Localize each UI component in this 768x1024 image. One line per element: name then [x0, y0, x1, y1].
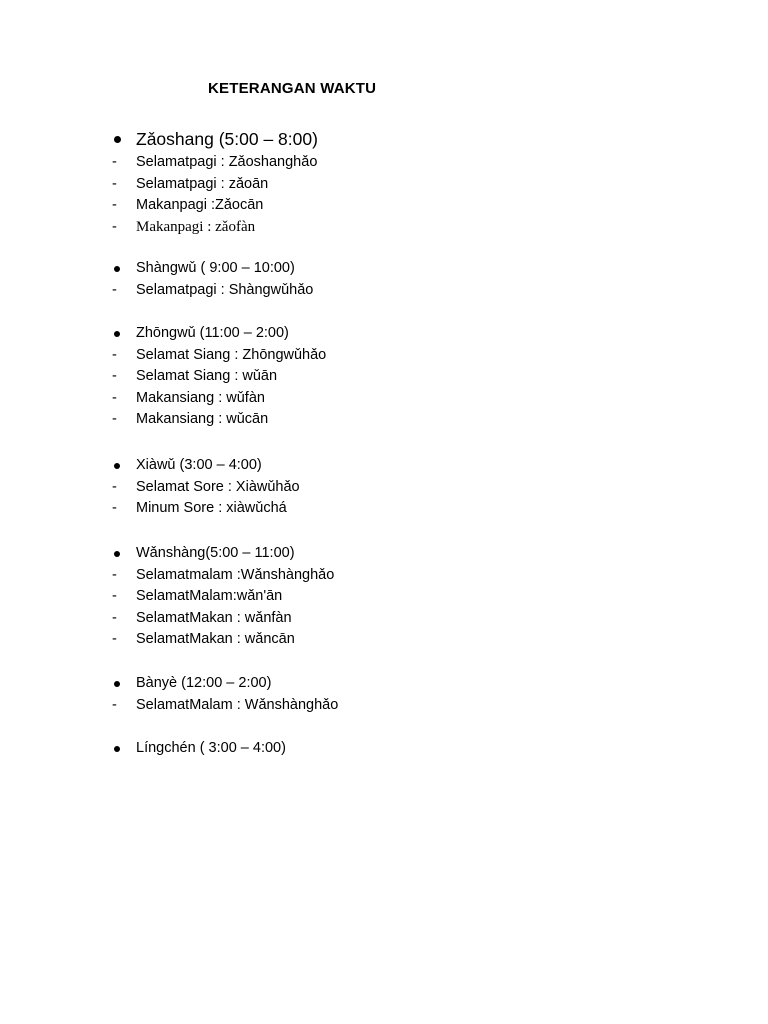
heading-text: Bànyè (12:00 – 2:00) — [136, 675, 272, 691]
item-text: SelamatMakan : wǎnfàn — [136, 609, 292, 626]
heading-text: Shàngwǔ ( 9:00 – 10:00) — [136, 260, 295, 276]
item-text: Makansiang : wǔfàn — [136, 389, 265, 406]
item-text: Selamat Sore : Xiàwǔhǎo — [136, 478, 300, 495]
dash-marker: - — [112, 346, 117, 363]
heading-text: Língchén ( 3:00 – 4:00) — [136, 740, 286, 756]
dash-marker: - — [112, 696, 117, 713]
bullet-icon — [114, 266, 120, 272]
bullet-icon — [114, 136, 121, 143]
document-title: KETERANGAN WAKTU — [208, 80, 377, 97]
item-text: Selamat Siang : wǔān — [136, 368, 278, 384]
item-text: Makanpagi :Zǎocān — [136, 197, 264, 213]
item-text: Selamat Siang : Zhōngwǔhǎo — [136, 346, 327, 363]
bullet-icon — [114, 331, 120, 337]
item-text: Selamatpagi : zǎoān — [136, 175, 269, 192]
heading-text: Zhōngwǔ (11:00 – 2:00) — [136, 325, 289, 341]
dash-marker: - — [112, 411, 117, 427]
dash-marker: - — [112, 588, 117, 604]
item-text: SelamatMalam : Wǎnshànghǎo — [136, 696, 339, 713]
heading-text: Wǎnshàng(5:00 – 11:00) — [136, 545, 295, 561]
dash-marker: - — [112, 631, 117, 647]
dash-marker: - — [112, 566, 117, 583]
dash-marker: - — [112, 218, 117, 235]
item-text: Makanpagi : zǎofàn — [136, 218, 256, 235]
dash-marker: - — [112, 175, 117, 192]
dash-marker: - — [112, 500, 117, 516]
item-text: Selamatpagi : Shàngwǔhǎo — [136, 281, 314, 298]
item-text: SelamatMalam:wǎn'ān — [136, 588, 283, 604]
item-text: Makansiang : wǔcān — [136, 411, 269, 427]
heading-text: Xiàwǔ (3:00 – 4:00) — [136, 457, 262, 473]
item-text: SelamatMakan : wǎncān — [136, 631, 295, 647]
dash-marker: - — [112, 609, 117, 626]
dash-marker: - — [112, 197, 117, 213]
dash-marker: - — [112, 478, 117, 495]
dash-marker: - — [112, 368, 117, 384]
bullet-icon — [114, 746, 120, 752]
heading-text: Zǎoshang (5:00 – 8:00) — [136, 129, 318, 149]
item-text: Selamatmalam :Wǎnshànghǎo — [136, 566, 335, 583]
dash-marker: - — [112, 389, 117, 406]
dash-marker: - — [112, 154, 117, 170]
bullet-icon — [114, 551, 120, 557]
item-text: Selamatpagi : Zǎoshanghǎo — [136, 154, 318, 170]
dash-marker: - — [112, 281, 117, 298]
item-text — [136, 152, 317, 174]
bullet-icon — [114, 463, 120, 469]
bullet-icon — [114, 681, 120, 687]
item-text: Minum Sore : xiàwǔchá — [136, 500, 287, 516]
